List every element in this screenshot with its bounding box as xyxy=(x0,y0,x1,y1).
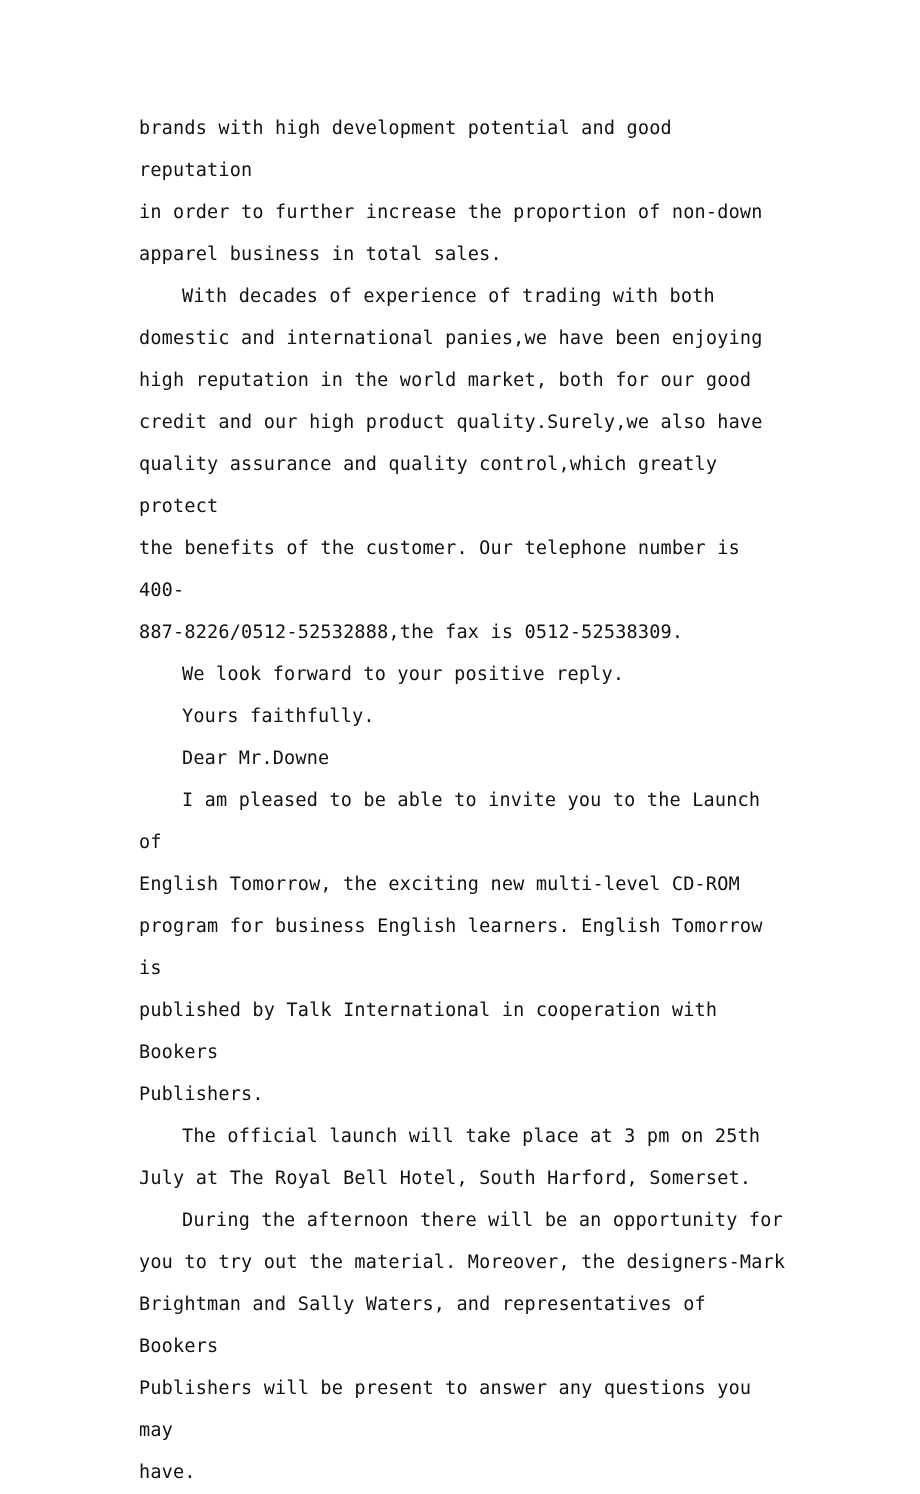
text-line: Yours faithfully. xyxy=(182,706,375,727)
text-line: Publishers. xyxy=(139,1084,264,1105)
text-line: in order to further increase the proportion of non-down xyxy=(139,202,763,223)
text-line: Brightman and Sally Waters, and representatives of Bookers xyxy=(139,1294,706,1357)
paragraph xyxy=(139,780,789,1116)
text-line: English Tomorrow, the exciting new multi-level CD-ROM xyxy=(139,874,740,895)
paragraph xyxy=(139,1116,789,1200)
paragraph xyxy=(139,696,789,738)
text-line: Publishers will be present to answer any questions you may xyxy=(139,1378,752,1441)
paragraph xyxy=(139,276,789,654)
text-line: During the afternoon there will be an opportunity for xyxy=(182,1210,783,1231)
text-line: apparel business in total sales. xyxy=(139,244,502,265)
text-line: you to try out the material. Moreover, the designers-Mark xyxy=(139,1252,786,1273)
text-line: We look forward to your positive reply. xyxy=(182,664,625,685)
text-line: I am pleased to be able to invite you to the Launch of xyxy=(139,790,761,853)
text-line: have. xyxy=(139,1462,196,1483)
text-line: 887-8226/0512-52532888,the fax is 0512-52538309. xyxy=(139,622,684,643)
text-line: With decades of experience of trading with both xyxy=(182,286,715,307)
paragraph xyxy=(139,108,789,276)
text-line: July at The Royal Bell Hotel, South Harford, Somerset. xyxy=(139,1168,752,1189)
paragraph xyxy=(139,654,789,696)
document-body xyxy=(139,108,789,1494)
text-line: domestic and international panies,we have been enjoying xyxy=(139,328,763,349)
text-line: high reputation in the world market, both for our good xyxy=(139,370,752,391)
text-line: The official launch will take place at 3 pm on 25th xyxy=(182,1126,761,1147)
text-line: published by Talk International in cooperation with Bookers xyxy=(139,1000,718,1063)
text-line: program for business English learners. English Tomorrow is xyxy=(139,916,763,979)
paragraph xyxy=(139,1200,789,1494)
paragraph xyxy=(139,738,789,780)
text-line: credit and our high product quality.Surely,we also have xyxy=(139,412,763,433)
text-line: the benefits of the customer. Our telephone number is 400- xyxy=(139,538,740,601)
text-line: Dear Mr.Downe xyxy=(182,748,330,769)
text-line: quality assurance and quality control,which greatly protect xyxy=(139,454,718,517)
text-line: brands with high development potential and good reputation xyxy=(139,118,672,181)
